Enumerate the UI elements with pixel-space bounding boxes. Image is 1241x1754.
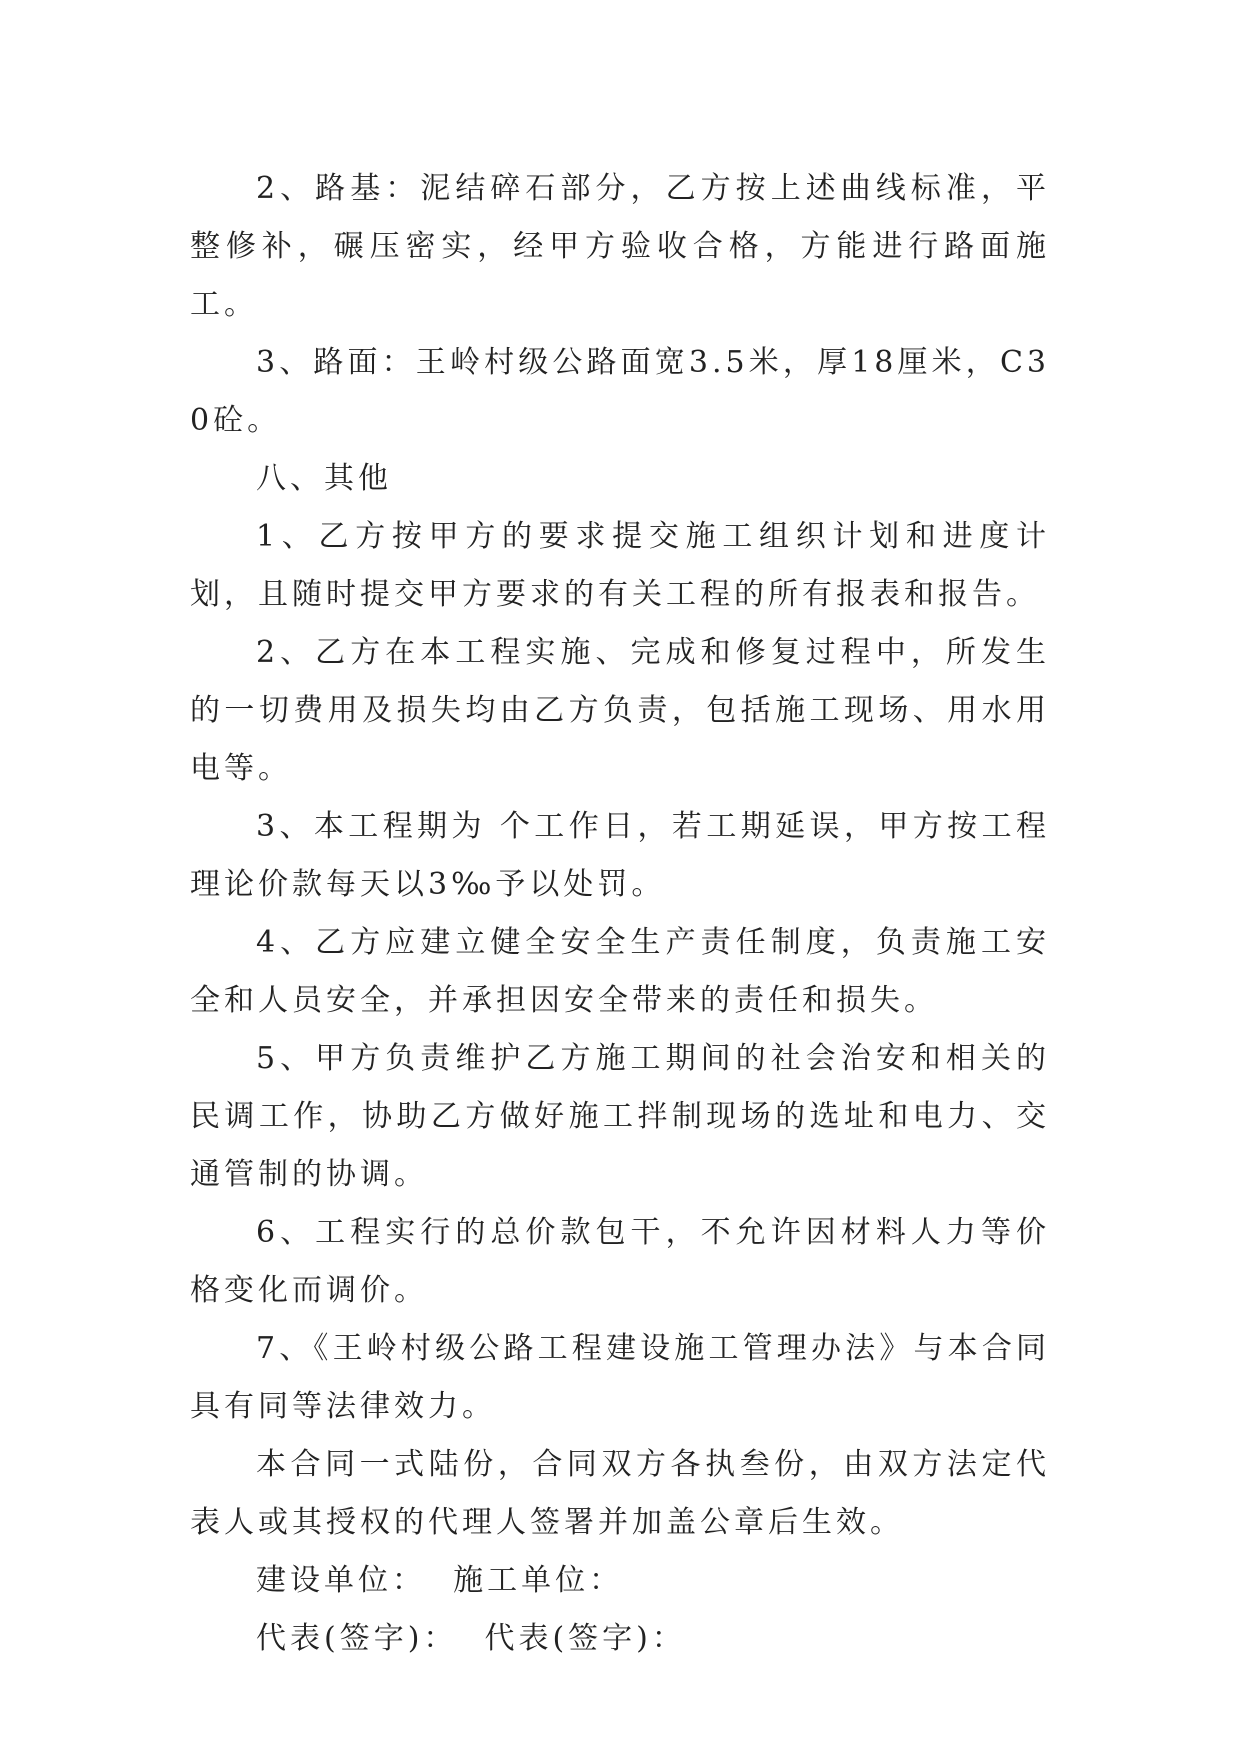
document-body: [190, 160, 1050, 1668]
paragraph-item-2: 2、乙方在本工程实施、完成和修复过程中，所发生的一切费用及损失均由乙方负责，包括施工现场、用水用电等。: [190, 635, 1050, 786]
paragraph-item-1: 1、乙方按甲方的要求提交施工组织计划和进度计划，且随时提交甲方要求的有关工程的所有报表和报告。: [190, 519, 1050, 612]
signature-units-line: 建设单位： 施工单位：: [256, 1563, 624, 1598]
paragraph-item-6: 6、工程实行的总价款包干，不允许因材料人力等价格变化而调价。: [190, 1215, 1050, 1308]
paragraph-road-surface: 3、路面：王岭村级公路面宽3.5米，厚18厘米，C30砼。: [190, 345, 1050, 438]
paragraph-item-5: 5、甲方负责维护乙方施工期间的社会治安和相关的民调工作，协助乙方做好施工拌制现场的选址和电力、交通管制的协调。: [190, 1041, 1050, 1192]
paragraph-copies: 本合同一式陆份，合同双方各执叁份，由双方法定代表人或其授权的代理人签署并加盖公章后生效。: [190, 1447, 1050, 1540]
paragraph-item-7: 7、《王岭村级公路工程建设施工管理办法》与本合同具有同等法律效力。: [190, 1331, 1050, 1424]
paragraph-roadbed: 2、路基：泥结碎石部分，乙方按上述曲线标准，平整修补，碾压密实，经甲方验收合格，方能进行路面施工。: [190, 171, 1050, 322]
signature-representatives-line: 代表(签字)： 代表(签字)：: [256, 1621, 686, 1656]
section-heading-other: 八、其他: [256, 461, 392, 496]
paragraph-item-4: 4、乙方应建立健全安全生产责任制度，负责施工安全和人员安全，并承担因安全带来的责任和损失。: [190, 925, 1050, 1018]
paragraph-item-3: 3、本工程期为 个工作日，若工期延误，甲方按工程理论价款每天以3‰予以处罚。: [190, 809, 1050, 902]
